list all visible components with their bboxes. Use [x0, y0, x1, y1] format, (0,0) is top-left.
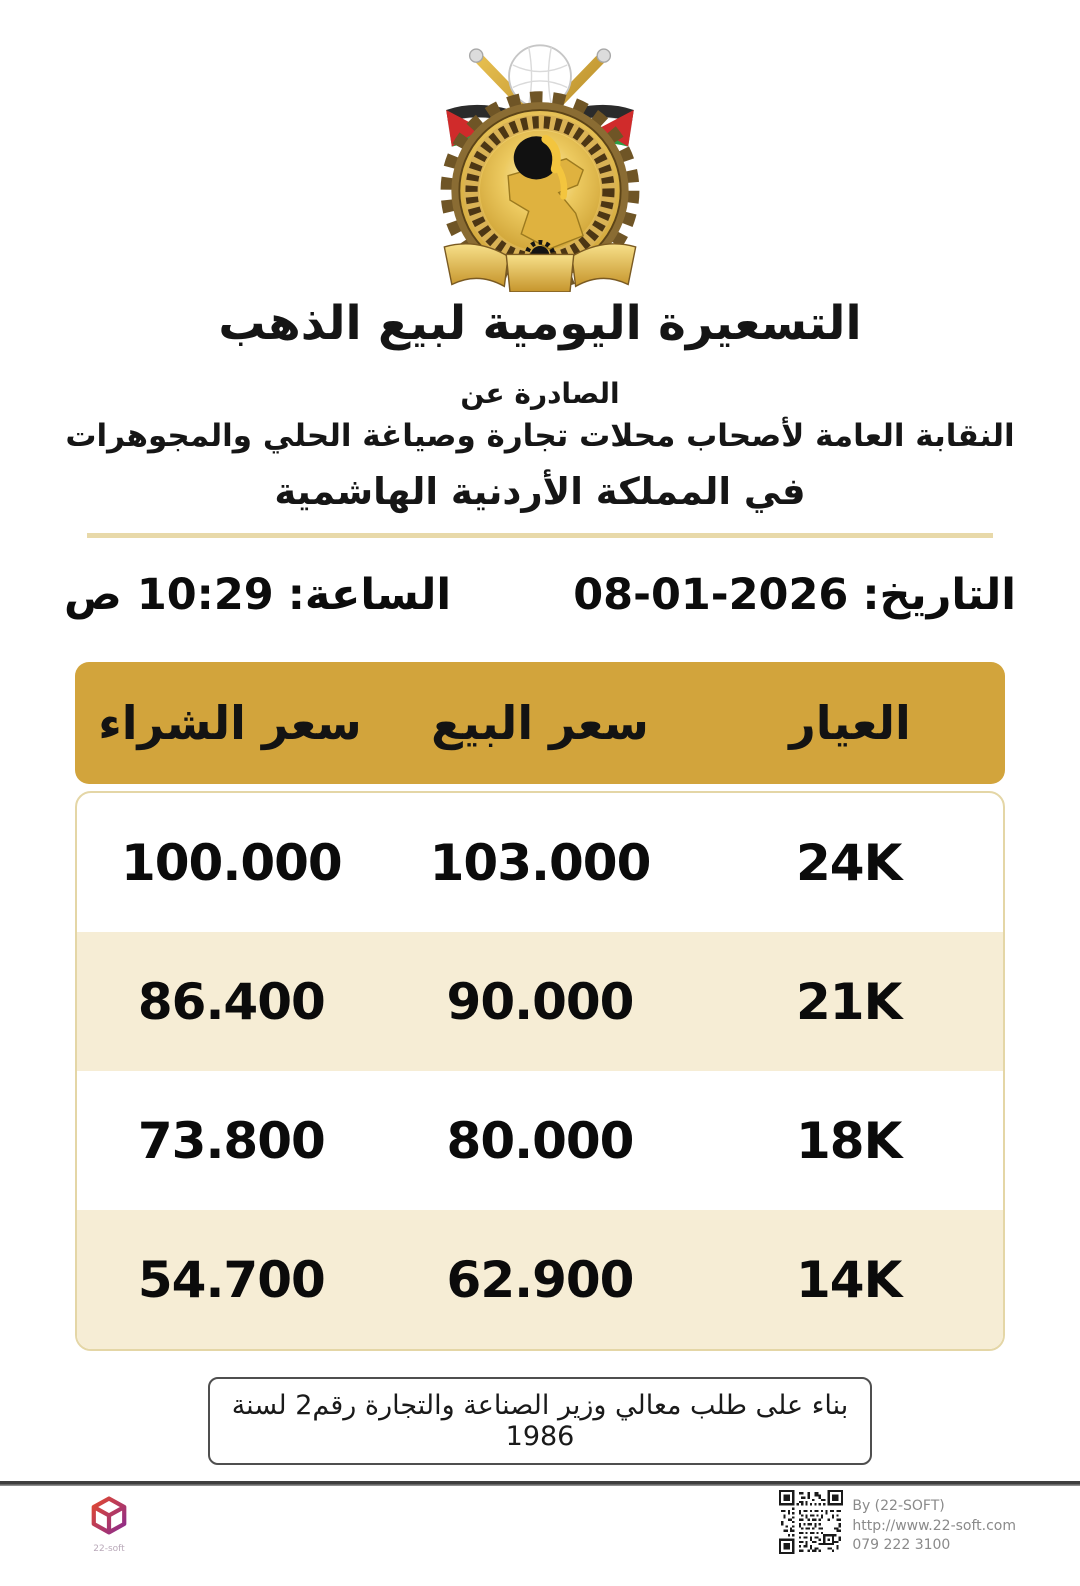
datetime-row	[0, 570, 1080, 620]
cube-logo-icon	[90, 1496, 128, 1540]
brand-logo	[90, 1496, 128, 1554]
time-label: الساعة:	[287, 570, 452, 620]
credits-block	[779, 1490, 1016, 1556]
syndicate-logo	[0, 0, 1080, 292]
buy-price-cell: 86.400	[137, 972, 325, 1031]
time-value: 10:29 ص	[64, 570, 274, 620]
karat-cell: 14K	[796, 1250, 902, 1309]
sell-price-cell: 80.000	[446, 1111, 634, 1170]
credit-phone: 079 222 3100	[852, 1537, 951, 1554]
page-title: التسعيرة اليومية لبيع الذهب	[218, 296, 862, 351]
brand-label: 22-soft	[93, 1544, 125, 1554]
gold-divider	[87, 533, 993, 538]
karat-cell: 21K	[796, 972, 902, 1031]
price-row	[77, 1210, 1003, 1349]
syndicate-emblem-icon	[418, 20, 662, 292]
date-value: 08-01-2026	[573, 570, 849, 620]
date-field	[573, 570, 1016, 620]
price-table-body	[75, 791, 1005, 1351]
buy-price-cell: 54.700	[137, 1250, 325, 1309]
header-karat: العيار	[789, 696, 911, 750]
credit-lines	[852, 1490, 1016, 1556]
sell-price-cell: 103.000	[429, 833, 651, 892]
price-row	[77, 932, 1003, 1071]
country-name: في المملكة الأردنية الهاشمية	[274, 470, 806, 513]
karat-cell: 18K	[796, 1111, 902, 1170]
buy-price-cell: 100.000	[120, 833, 342, 892]
issued-by-label: الصادرة عن	[460, 377, 620, 410]
credit-by: By (22-SOFT)	[852, 1498, 945, 1514]
header-sell-price: سعر البيع	[431, 696, 649, 750]
ministry-note: بناء على طلب معالي وزير الصناعة والتجارة رقم2 لسنة 1986	[208, 1377, 872, 1465]
price-row	[77, 793, 1003, 932]
issuer-name: النقابة العامة لأصحاب محلات تجارة وصياغة الحلي والمجوهرات	[65, 418, 1015, 454]
sell-price-cell: 62.900	[446, 1250, 634, 1309]
date-label: التاريخ:	[862, 570, 1016, 620]
credit-url: http://www.22-soft.com	[852, 1517, 1016, 1534]
time-field	[64, 570, 451, 620]
karat-cell: 24K	[796, 833, 902, 892]
price-table-header	[75, 662, 1005, 784]
buy-price-cell: 73.800	[137, 1111, 325, 1170]
header-buy-price: سعر الشراء	[98, 696, 362, 750]
sell-price-cell: 90.000	[446, 972, 634, 1031]
bottom-strip	[0, 1486, 1080, 1586]
qr-code-icon	[779, 1490, 843, 1554]
price-row	[77, 1071, 1003, 1210]
